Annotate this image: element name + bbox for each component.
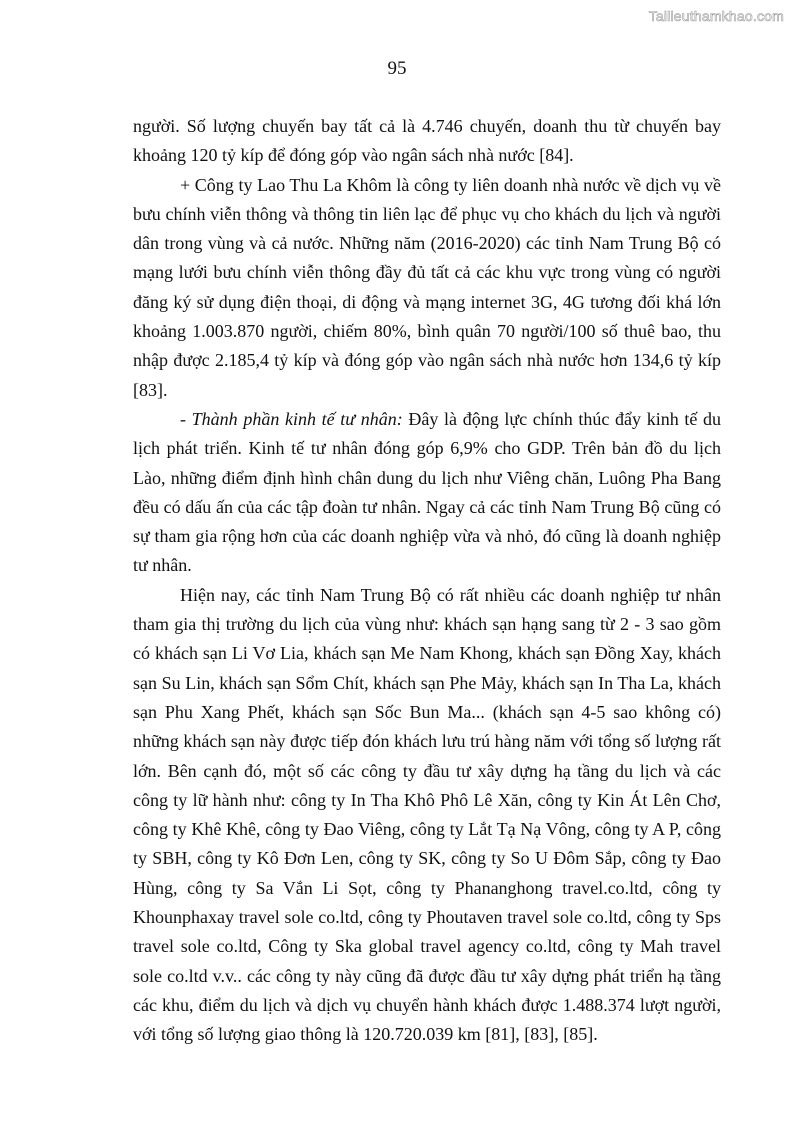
paragraph-private-sector — [133, 405, 721, 581]
page-number: 95 — [387, 58, 407, 79]
watermark-text: Tailieuthamkhao.com — [648, 8, 784, 24]
paragraph-flight-revenue: người. Số lượng chuyến bay tất cả là 4.746 chuyến, doanh thu từ chuyến bay khoảng 120 tỷ kíp để đóng góp vào ngân sách nhà nước [84]. — [133, 116, 721, 166]
document-body — [133, 112, 721, 1050]
paragraph-telecom-company: + Công ty Lao Thu La Khôm là công ty liên doanh nhà nước về dịch vụ về bưu chính viễn thông và thông tin liên lạc để phục vụ cho khách du lịch và người dân trong vùng và cả nước. Những năm (2016-2020) các tỉnh Nam Trung Bộ có mạng lưới bưu chính viễn thông đầy đủ tất cả các khu vực trong vùng có người đăng ký sử dụng điện thoại, di động và mạng internet 3G, 4G tương đối khá lớn khoảng 1.003.870 người, chiếm 80%, bình quân 70 người/100 số thuê bao, thu nhập được 2.185,4 tỷ kíp và đóng góp vào ngân sách nhà nước hơn 134,6 tỷ kíp [83]. — [133, 174, 721, 400]
private-sector-text: Đây là động lực chính thúc đẩy kinh tế du lịch phát triển. Kinh tế tư nhân đóng góp 6,9% cho GDP. Trên bản đồ du lịch Lào, những điểm định hình chân dung du lịch như Viêng chăn, Luông Pha Bang đều có dấu ấn của các tập đoàn tư nhân. Ngay cả các tỉnh Nam Trung Bộ cũng có sự tham gia rộng hơn của các doanh nghiệp vừa và nhỏ, đó cũng là doanh nghiệp tư nhân. — [133, 408, 721, 576]
private-sector-label: - Thành phần kinh tế tư nhân: — [180, 408, 403, 429]
paragraph-private-enterprises: Hiện nay, các tỉnh Nam Trung Bộ có rất nhiều các doanh nghiệp tư nhân tham gia thị trường du lịch của vùng như: khách sạn hạng sang từ 2 - 3 sao gồm có khách sạn Li Vơ Lia, khách sạn Me Nam Khong, khách sạn Đồng Xay, khách sạn Su Lin, khách sạn Sổm Chít, khách sạn Phe Mảy, khách sạn In Tha La, khách sạn Phu Xang Phết, khách sạn Sốc Bun Ma... (khách sạn 4-5 sao không có) những khách sạn này được tiếp đón khách lưu trú hàng năm với tổng số lượng rất lớn. Bên cạnh đó, một số các công ty đầu tư xây dựng hạ tầng du lịch và các công ty lữ hành như: công ty In Tha Khô Phô Lê Xăn, công ty Kin Át Lên Chơ, công ty Khê Khê, công ty Đao Viêng, công ty Lắt Tạ Nạ Vông, công ty A P, công ty SBH, công ty Kô Đơn Len, công ty SK, công ty So U Đôm Sắp, công ty Đao Hùng, công ty Sa Vắn Li Sọt, công ty Phananghong travel.co.ltd, công ty Khounphaxay travel sole co.ltd, công ty Phoutaven travel sole co.ltd, công ty Sps travel sole co.ltd, Công ty Ska global travel agency co.ltd, công ty Mah travel sole co.ltd v.v.. các công ty này cũng đã được đầu tư xây dựng phát triển hạ tầng các khu, điểm du lịch và dịch vụ chuyển hành khách được 1.488.374 lượt người, với tổng số lượng giao thông là 120.720.039 km [81], [83], [85]. — [133, 584, 721, 1045]
